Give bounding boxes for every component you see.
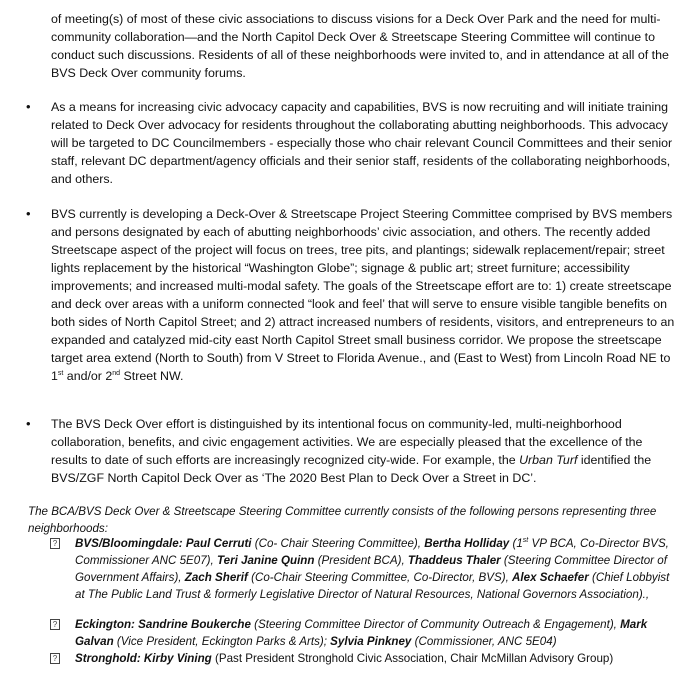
checkbox-glyph-icon: ? xyxy=(50,538,60,549)
member-group-stronghold xyxy=(75,650,675,667)
group-label: Eckington: xyxy=(75,618,135,631)
member-name: Mark Galvan xyxy=(75,618,648,648)
recognition-text-end: identified the BVS/ZGF North Capitol Deck Over as ‘The 2020 Best Plan to Deck Over a Street in DC’. xyxy=(51,453,652,485)
checkbox-glyph-icon: ? xyxy=(50,653,60,664)
member-role: (Steering Committee Director of Community Outreach & Engagement), xyxy=(250,618,621,631)
member-role: (Steering Committee Director of Government Affairs), xyxy=(75,554,667,584)
group-label: BVS/Bloomingdale: xyxy=(75,537,183,550)
member-role: (Co- Chair Steering Committee), xyxy=(251,537,425,550)
member-name: Sylvia Pinkney xyxy=(330,635,412,648)
member-group-eckington xyxy=(75,616,675,650)
member-name: Thaddeus Thaler xyxy=(407,554,501,567)
checkbox-glyph-icon: ? xyxy=(50,619,60,630)
group-label: Stronghold: xyxy=(75,652,141,665)
bullet-marker: • xyxy=(26,206,31,221)
advocacy-paragraph: As a means for increasing civic advocacy capacity and capabilities, BVS is now recruiting and will initiate training related to Deck Over advocacy for residents throughout the collaborating abutting neighborhoods. This advocacy will be targeted to DC Councilmembers - especially those who chair relevant Council Committees and their senior staff, relevant DC department/agency officials and their senior staff, residents of the collaborating neighborhoods, and others. xyxy=(51,100,673,186)
streetscape-text-mid: and/or 2 xyxy=(63,369,113,383)
streetscape-text-end: Street NW. xyxy=(120,369,184,383)
streetscape-text: BVS currently is developing a Deck-Over & Streetscape Project Steering Committee comprised by BVS members and persons designated by each of abutting neighborhoods’ civic association, and others. The recently added Streetscape aspect of the project will focus on trees, tree pits, and plantings; sidewalk replacement/repair; street lights replacement by the historical “Washington Globe”; signage & public art; street furniture; accessibility improvements; and increased multi-modal safety. The goals of the Streetscape effort are to: 1) create streetscape and deck over areas with a uniform connected “look and feel’ that will serve to ensure visible tangible benefits on both sides of North Capitol Street; and 2) attract increased numbers of residents, visitors, and entrepreneurs to an expanded and catalyzed mid-city east North Capitol Street small business corridor. We propose the streetscape target area extend (North to South) from V Street to Florida Avenue., and (East to West) from Lincoln Road NE to 1 xyxy=(51,207,675,383)
superscript: nd xyxy=(112,369,121,377)
member-role: (Chief Lobbyist at The Public Land Trust & formerly Legislative Director of Natural Resources, National Governors Association)., xyxy=(75,571,670,601)
bullet-marker: • xyxy=(26,416,31,431)
continuation-paragraph: of meeting(s) of most of these civic associations to discuss visions for a Deck Over Park and the need for multi-community collaboration—and the North Capitol Deck Over & Streetscape Steering Committee will continue to conduct such discussions. Residents of all of these neighborhoods were invited to, and in attendance at all of the BVS Deck Over community forums. xyxy=(51,12,669,80)
member-role: (Co-Chair Steering Committee, Co-Director, BVS), xyxy=(247,571,513,584)
member-name: Paul Cerruti xyxy=(185,537,252,550)
member-name: Alex Schaefer xyxy=(512,571,589,584)
recognition-paragraph xyxy=(51,415,681,487)
member-name: Zach Sherif xyxy=(184,571,248,584)
publication-name: Urban Turf xyxy=(519,453,578,467)
streetscape-paragraph xyxy=(51,205,681,385)
member-role: (Vice President, Eckington Parks & Arts); xyxy=(113,635,331,648)
member-role: (1 xyxy=(509,537,523,550)
bullet-marker: • xyxy=(26,99,31,114)
superscript: st xyxy=(57,369,64,377)
member-role: (Past President Stronghold Civic Association, Chair McMillan Advisory Group) xyxy=(211,652,614,665)
member-role: VP BCA, Co-Director BVS, Commissioner ANC 5E07), xyxy=(75,537,669,567)
member-name: Kirby Vining xyxy=(143,652,212,665)
committee-intro: The BCA/BVS Deck Over & Streetscape Steering Committee currently consists of the following persons representing three neighborhoods: xyxy=(28,505,657,535)
member-role: (Commissioner, ANC 5E04) xyxy=(411,635,557,648)
member-name: Sandrine Boukerche xyxy=(138,618,251,631)
member-group-bloomingdale xyxy=(75,535,675,603)
member-role: (President BCA), xyxy=(314,554,408,567)
recognition-text: The BVS Deck Over effort is distinguished by its intentional focus on community-led, multi-neighborhood collaboration, benefits, and civic engagement activities. We are especially pleased that the excellence of the results to date of such efforts are increasingly recognized city-wide. For example, the xyxy=(51,417,643,467)
superscript: st xyxy=(522,537,529,545)
member-name: Bertha Holliday xyxy=(424,537,510,550)
member-name: Teri Janine Quinn xyxy=(216,554,315,567)
